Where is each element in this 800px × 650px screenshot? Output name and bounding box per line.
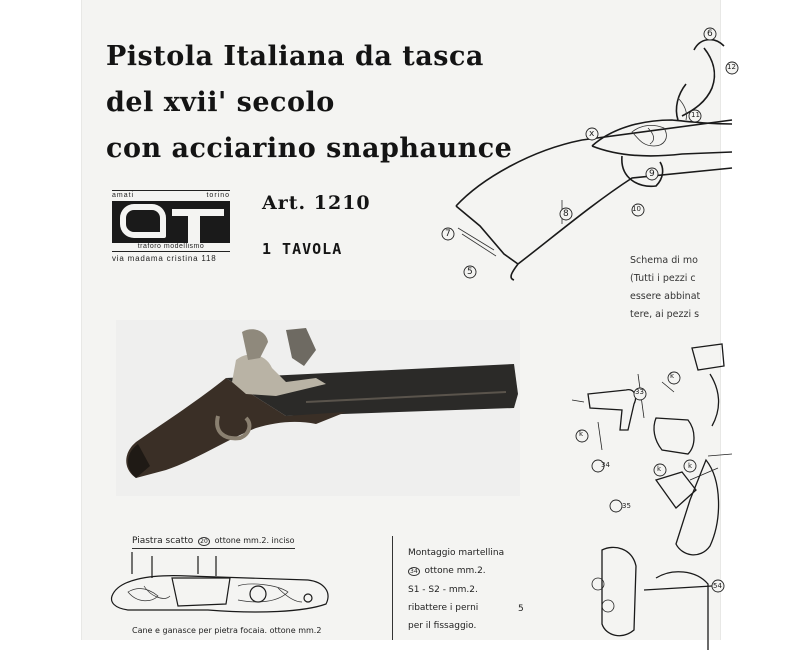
logo-subtitle: traforo modellismo xyxy=(112,243,230,252)
callout-6: 6 xyxy=(707,29,713,39)
page-title xyxy=(106,34,513,172)
montaggio-material-text: ottone mm.2. xyxy=(424,566,486,576)
callout-10: 10 xyxy=(632,205,641,213)
title-line-1: Pistola Italiana da tasca xyxy=(106,41,484,72)
article-sheets: 1 TAVOLA xyxy=(262,240,343,258)
callout-x: x xyxy=(589,129,595,139)
callout-k-4: k xyxy=(657,465,662,473)
lock-plate-drawing xyxy=(108,552,338,622)
montaggio-material xyxy=(408,566,486,576)
callout-34: 34 xyxy=(601,461,610,469)
callout-8: 8 xyxy=(563,209,569,219)
callout-11: 11 xyxy=(691,111,700,119)
article-code: Art. 1210 xyxy=(262,192,371,214)
callout-k-2: k xyxy=(579,430,584,438)
callout-9: 9 xyxy=(649,169,655,179)
callout-12: 12 xyxy=(727,63,736,71)
montaggio-fissaggio: per il fissaggio. xyxy=(408,621,477,631)
schema-line-4: tere, ai pezzi s xyxy=(630,309,700,320)
montaggio-number: 34 xyxy=(410,568,418,575)
montaggio-s: S1 - S2 - mm.2. xyxy=(408,585,478,595)
logo-at-mark xyxy=(112,201,230,243)
logo-brand: amati xyxy=(112,192,135,199)
montaggio-title: Montaggio martellina xyxy=(408,548,505,558)
piastra-material: ottone mm.2. inciso xyxy=(214,536,295,545)
callout-k-3: k xyxy=(688,462,693,470)
callout-7: 7 xyxy=(445,229,451,239)
piastra-title: Piastra scatto xyxy=(132,536,194,546)
divider xyxy=(392,536,393,640)
callout-5-lower: 5 xyxy=(518,604,524,614)
title-line-2: del xvii' secolo xyxy=(106,87,335,118)
cane-label: Cane e ganasce per pietra focaia. ottone mm.2 xyxy=(132,626,322,635)
pistol-photo xyxy=(116,320,520,496)
piastra-label xyxy=(132,536,295,549)
title-line-3: con acciarino snaphaunce xyxy=(106,133,513,164)
schema-line-2: (Tutti i pezzi c xyxy=(630,273,696,284)
logo-address: via madama cristina 118 xyxy=(112,254,217,263)
callout-35: 35 xyxy=(622,502,631,510)
schema-note xyxy=(630,252,700,324)
piastra-number: 20 xyxy=(200,538,208,545)
callout-5: 5 xyxy=(467,267,473,277)
callout-k-1: k xyxy=(670,372,675,380)
logo-top-text xyxy=(112,190,230,199)
catalog-sheet xyxy=(82,0,736,640)
schema-line-1: Schema di mo xyxy=(630,255,698,266)
pistol-diagram xyxy=(442,28,732,288)
callout-54: 54 xyxy=(713,582,722,590)
callout-33: 33 xyxy=(635,388,644,396)
montaggio-ribattere: ribattere i perni xyxy=(408,603,479,613)
logo-city: torino xyxy=(206,192,230,199)
parts-exploded-view xyxy=(572,330,732,650)
company-logo xyxy=(112,190,230,252)
schema-line-3: essere abbinat xyxy=(630,291,701,302)
